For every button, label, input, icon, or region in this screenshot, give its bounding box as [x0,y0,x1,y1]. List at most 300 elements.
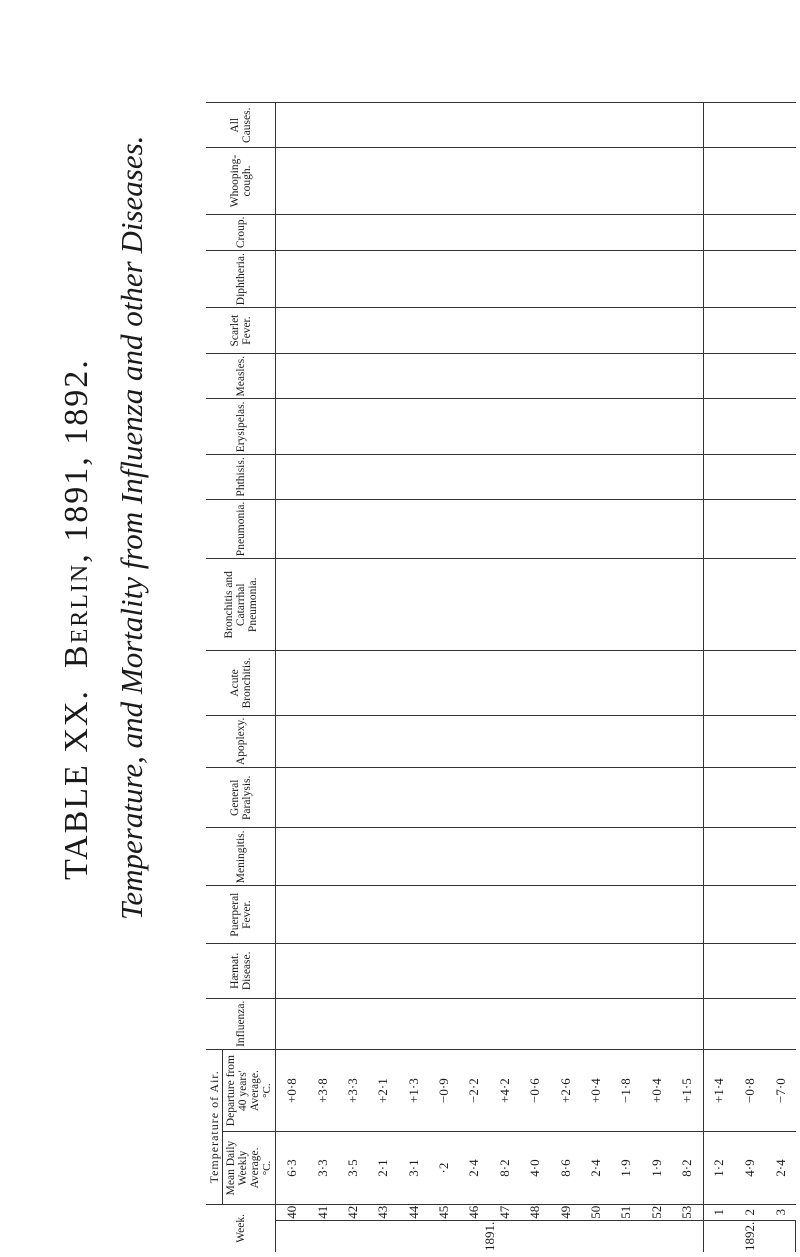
value-cell [580,559,610,651]
value-cell [276,715,308,767]
mean-temp-cell: 3·5 [337,1132,367,1204]
value-cell [368,886,398,944]
value-cell [641,559,671,651]
value-cell [765,103,796,148]
value-cell [368,455,398,499]
value-cell [550,998,580,1049]
value-cell [459,944,489,999]
week-cell: 49 [550,1204,580,1220]
value-cell [337,214,367,251]
value-cell [276,148,308,214]
value-cell [611,399,641,455]
value-cell [703,251,735,308]
value-cell [672,559,704,651]
value-cell [459,103,489,148]
value-cell [580,353,610,399]
value-cell [703,651,735,715]
value-cell [580,251,610,308]
value-cell [611,559,641,651]
value-cell [429,148,459,214]
mean-temp-cell: 2·1 [368,1132,398,1204]
value-cell [580,308,610,354]
value-cell [735,886,765,944]
value-cell [398,828,428,886]
value-cell [398,103,428,148]
value-cell [368,715,398,767]
departure-cell: +1·5 [672,1049,704,1131]
data-table [206,102,796,1252]
value-cell [765,886,796,944]
col-header: Acute Bronchitis. [206,651,276,715]
value-cell [398,715,428,767]
value-cell [459,715,489,767]
value-cell [765,559,796,651]
value-cell [520,251,550,308]
value-cell [672,651,704,715]
value-cell [550,651,580,715]
col-header: General Paralysis. [206,768,276,828]
value-cell [520,148,550,214]
value-cell [429,886,459,944]
value-cell [307,998,337,1049]
table-row [459,103,489,1253]
departure-cell: +1·3 [398,1049,428,1131]
value-cell [611,251,641,308]
table-row [368,103,398,1253]
value-cell [765,308,796,354]
week-cell: 47 [489,1204,519,1220]
col-header: Meningitis. [206,828,276,886]
value-cell [735,214,765,251]
value-cell [672,944,704,999]
value-cell [398,399,428,455]
value-cell [307,715,337,767]
table-subtitle: Temperature, and Mortality from Influenza and other Diseases. [114,135,149,920]
value-cell [765,251,796,308]
value-cell [611,353,641,399]
value-cell [641,886,671,944]
table-row [429,103,459,1253]
value-cell [703,148,735,214]
value-cell [520,455,550,499]
value-cell [337,251,367,308]
value-cell [641,251,671,308]
value-cell [641,399,671,455]
col-header: Puerperal Fever. [206,886,276,944]
value-cell [550,944,580,999]
departure-cell: +2·6 [550,1049,580,1131]
week-cell: 43 [368,1204,398,1220]
value-cell [307,353,337,399]
value-cell [459,886,489,944]
value-cell [672,103,704,148]
value-cell [672,308,704,354]
value-cell [765,455,796,499]
departure-cell: +4·2 [489,1049,519,1131]
mean-temp-cell: 8·2 [489,1132,519,1204]
value-cell [368,499,398,559]
value-cell [398,768,428,828]
value-cell [459,455,489,499]
value-cell [398,998,428,1049]
departure-cell: −0·8 [735,1049,765,1131]
value-cell [307,103,337,148]
value-cell [276,651,308,715]
value-cell [276,251,308,308]
side-title [38,40,158,920]
departure-cell: −2·2 [459,1049,489,1131]
value-cell [276,944,308,999]
mean-temp-cell: 8·2 [672,1132,704,1204]
value-cell [611,828,641,886]
value-cell [459,768,489,828]
departure-cell: +3·8 [307,1049,337,1131]
value-cell [703,214,735,251]
value-cell [489,214,519,251]
mean-temp-cell: 1·2 [703,1132,735,1204]
value-cell [765,998,796,1049]
week-cell: 50 [580,1204,610,1220]
value-cell [307,499,337,559]
value-cell [489,455,519,499]
value-cell [459,559,489,651]
value-cell [550,148,580,214]
value-cell [520,353,550,399]
col-header: Diphtheria. [206,251,276,308]
departure-cell: +0·4 [641,1049,671,1131]
value-cell [672,998,704,1049]
value-cell [735,998,765,1049]
value-cell [641,308,671,354]
mean-temp-cell: 3·1 [398,1132,428,1204]
value-cell [672,455,704,499]
value-cell [489,308,519,354]
value-cell [735,455,765,499]
value-cell [550,353,580,399]
value-cell [429,399,459,455]
value-cell [765,715,796,767]
table-row [735,103,765,1253]
value-cell [672,353,704,399]
value-cell [765,768,796,828]
value-cell [611,499,641,559]
value-cell [337,886,367,944]
year-cell: 1892. [703,1220,795,1252]
mean-temp-cell: 4·0 [520,1132,550,1204]
value-cell [580,715,610,767]
value-cell [337,768,367,828]
value-cell [398,886,428,944]
mean-temp-cell: 1·9 [611,1132,641,1204]
departure-cell: +0·8 [276,1049,308,1131]
value-cell [550,399,580,455]
week-cell: 42 [337,1204,367,1220]
value-cell [489,399,519,455]
col-header: Influenza. [206,998,276,1049]
value-cell [641,828,671,886]
value-cell [489,651,519,715]
value-cell [276,103,308,148]
value-cell [429,308,459,354]
value-cell [611,715,641,767]
value-cell [307,768,337,828]
value-cell [307,308,337,354]
col-header: Whooping-cough. [206,148,276,214]
value-cell [307,399,337,455]
value-cell [641,455,671,499]
value-cell [735,251,765,308]
value-cell [703,559,735,651]
departure-cell: +2·1 [368,1049,398,1131]
table-row [672,103,704,1253]
value-cell [735,148,765,214]
value-cell [276,886,308,944]
value-cell [276,499,308,559]
value-cell [368,103,398,148]
value-cell [489,944,519,999]
col-header: Measles. [206,353,276,399]
value-cell [672,768,704,828]
value-cell [550,251,580,308]
value-cell [580,148,610,214]
value-cell [580,768,610,828]
value-cell [276,353,308,399]
value-cell [641,715,671,767]
value-cell [580,499,610,559]
value-cell [429,353,459,399]
col-header: Hæmat. Disease. [206,944,276,999]
value-cell [398,308,428,354]
value-cell [368,559,398,651]
value-cell [672,399,704,455]
value-cell [368,768,398,828]
col-header: Pneumonia. [206,499,276,559]
departure-cell: −7·0 [765,1049,796,1131]
value-cell [520,308,550,354]
value-cell [398,148,428,214]
value-cell [337,455,367,499]
week-cell: 48 [520,1204,550,1220]
mean-temp-cell: 2·4 [580,1132,610,1204]
value-cell [580,998,610,1049]
value-cell [489,251,519,308]
value-cell [611,103,641,148]
value-cell [703,886,735,944]
value-cell [368,651,398,715]
value-cell [307,886,337,944]
value-cell [550,828,580,886]
week-header: Week. [206,1204,276,1252]
value-cell [580,103,610,148]
value-cell [550,886,580,944]
value-cell [459,148,489,214]
value-cell [641,998,671,1049]
value-cell [489,768,519,828]
value-cell [550,499,580,559]
value-cell [703,499,735,559]
value-cell [765,499,796,559]
value-cell [276,998,308,1049]
table-row [703,103,735,1253]
value-cell [276,455,308,499]
value-cell [520,944,550,999]
value-cell [703,399,735,455]
value-cell [429,651,459,715]
week-cell: 52 [641,1204,671,1220]
value-cell [672,499,704,559]
value-cell [429,559,459,651]
value-cell [765,353,796,399]
value-cell [672,214,704,251]
value-cell [735,651,765,715]
value-cell [276,308,308,354]
value-cell [489,828,519,886]
table-row [580,103,610,1253]
value-cell [703,998,735,1049]
value-cell [641,768,671,828]
value-cell [703,715,735,767]
value-cell [459,214,489,251]
value-cell [520,103,550,148]
value-cell [429,944,459,999]
departure-cell: +0·4 [580,1049,610,1131]
value-cell [765,214,796,251]
value-cell [489,998,519,1049]
departure-header: Departure from 40 years' Average. °C. [223,1049,276,1131]
value-cell [489,103,519,148]
value-cell [429,768,459,828]
mean-temp-cell: ·2 [429,1132,459,1204]
value-cell [368,944,398,999]
value-cell [429,251,459,308]
table-row [337,103,367,1253]
value-cell [337,399,367,455]
value-cell [337,944,367,999]
week-cell: 2 [735,1204,765,1220]
table-row [641,103,671,1253]
value-cell [459,308,489,354]
value-cell [276,559,308,651]
value-cell [672,828,704,886]
value-cell [703,308,735,354]
col-header: All Causes. [206,103,276,148]
mean-temp-cell: 8·6 [550,1132,580,1204]
value-cell [735,828,765,886]
value-cell [337,651,367,715]
week-cell: 45 [429,1204,459,1220]
value-cell [611,944,641,999]
value-cell [703,103,735,148]
value-cell [641,944,671,999]
value-cell [307,251,337,308]
value-cell [765,944,796,999]
value-cell [641,353,671,399]
value-cell [368,828,398,886]
value-cell [672,886,704,944]
value-cell [735,559,765,651]
value-cell [520,399,550,455]
value-cell [398,353,428,399]
value-cell [735,399,765,455]
col-header: Bronchitis and Catarrhal Pneumonia. [206,559,276,651]
value-cell [611,455,641,499]
value-cell [429,715,459,767]
value-cell [611,886,641,944]
value-cell [429,499,459,559]
value-cell [735,499,765,559]
value-cell [368,998,398,1049]
value-cell [459,998,489,1049]
value-cell [489,715,519,767]
value-cell [520,886,550,944]
table-row [398,103,428,1253]
week-cell: 41 [307,1204,337,1220]
value-cell [765,148,796,214]
value-cell [429,455,459,499]
value-cell [368,308,398,354]
value-cell [337,559,367,651]
value-cell [550,559,580,651]
year-cell: 1891. [276,1220,704,1252]
table-title: TABLE XX. Berlin, 1891, 1892. [58,358,95,880]
value-cell [580,399,610,455]
value-cell [550,308,580,354]
value-cell [429,828,459,886]
value-cell [276,214,308,251]
value-cell [641,499,671,559]
week-cell: 3 [765,1204,796,1220]
value-cell [337,998,367,1049]
week-cell: 1 [703,1204,735,1220]
value-cell [611,998,641,1049]
value-cell [580,828,610,886]
value-cell [641,103,671,148]
value-cell [337,828,367,886]
value-cell [550,455,580,499]
departure-cell: −0·9 [429,1049,459,1131]
col-header: Apoplexy. [206,715,276,767]
table-row [520,103,550,1253]
value-cell [703,455,735,499]
value-cell [611,148,641,214]
value-cell [459,651,489,715]
week-cell: 40 [276,1204,308,1220]
week-cell: 53 [672,1204,704,1220]
value-cell [398,499,428,559]
mean-temp-cell: 2·4 [765,1132,796,1204]
mean-temp-header: Mean Daily Weekly Average. °C. [223,1132,276,1204]
value-cell [337,148,367,214]
value-cell [641,651,671,715]
value-cell [672,251,704,308]
col-header: Croup. [206,214,276,251]
value-cell [765,399,796,455]
week-cell: 44 [398,1204,428,1220]
value-cell [459,399,489,455]
value-cell [459,828,489,886]
value-cell [520,499,550,559]
value-cell [459,251,489,308]
value-cell [765,828,796,886]
value-cell [703,828,735,886]
value-cell [276,768,308,828]
value-cell [703,944,735,999]
value-cell [520,651,550,715]
value-cell [765,651,796,715]
table-row [550,103,580,1253]
value-cell [735,715,765,767]
week-cell: 46 [459,1204,489,1220]
